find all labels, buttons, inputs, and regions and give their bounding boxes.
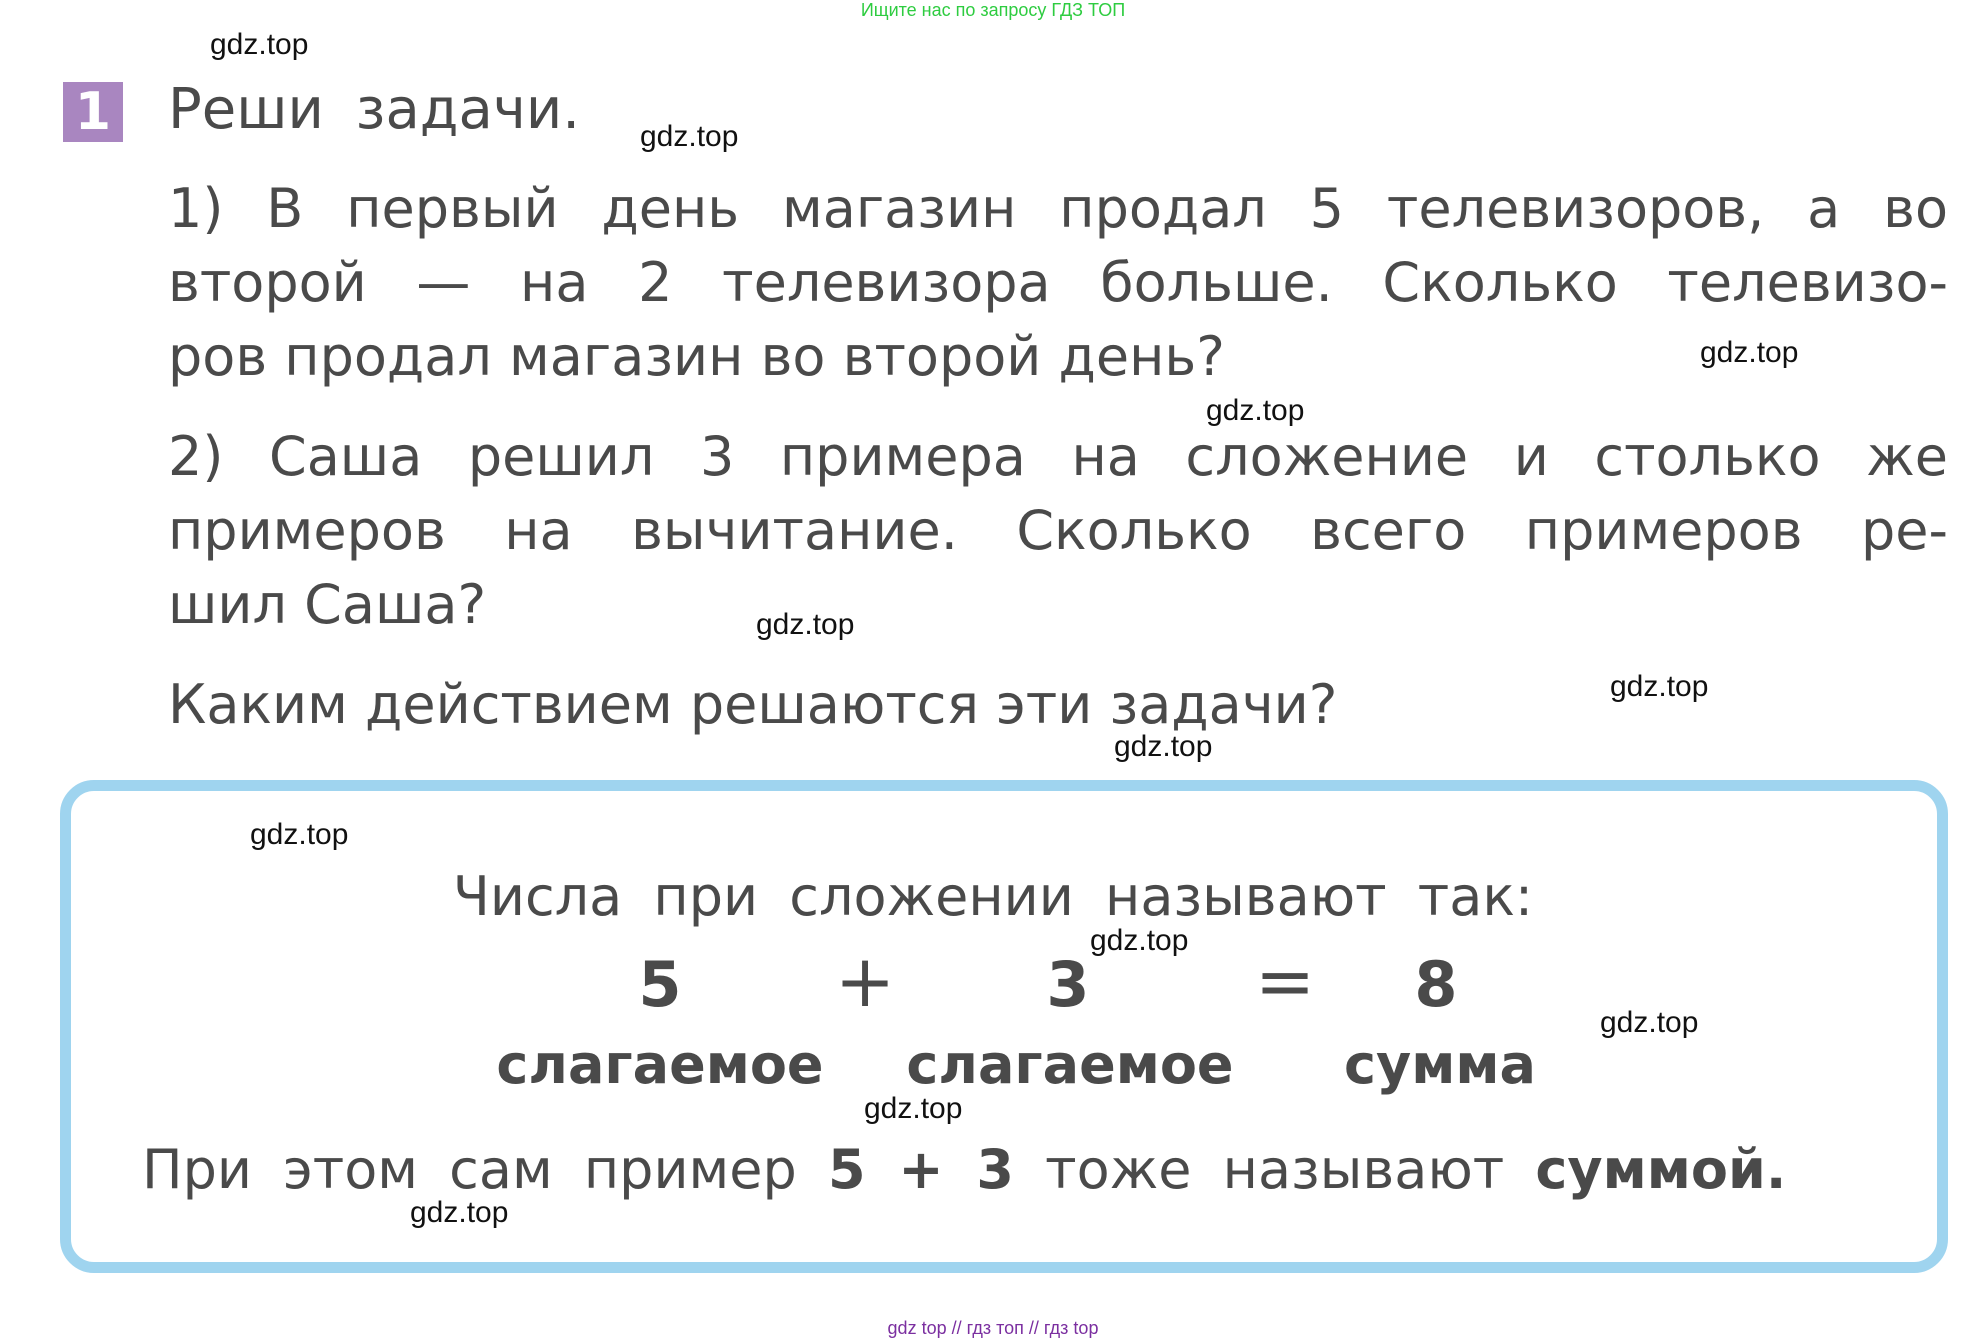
watermark: gdz.top <box>410 1196 509 1229</box>
watermark: gdz.top <box>1206 394 1305 427</box>
problem-2-line-3: шил Саша? <box>168 573 487 636</box>
watermark: gdz.top <box>250 818 349 851</box>
problem-2 <box>168 420 1948 642</box>
watermark: gdz.top <box>1090 924 1189 957</box>
term-addend-1: слагаемое <box>496 1033 824 1096</box>
watermark: gdz.top <box>1600 1006 1699 1039</box>
equation-addend-1: 5 <box>638 948 682 1021</box>
bottom-banner: gdz top // гдз топ // гдз top <box>887 1318 1099 1338</box>
top-search-banner: Ищите нас по запросу ГДЗ ТОП <box>860 0 1126 20</box>
problem-1-line-3: ров продал магазин во второй день? <box>168 325 1225 388</box>
watermark: gdz.top <box>1610 670 1709 703</box>
rule-footer-prefix: При этом сам пример <box>142 1138 797 1201</box>
rule-footer <box>142 1133 1786 1207</box>
problem-2-line-2: примеров на вычитание. Сколько всего примеров ре- <box>168 499 1948 562</box>
task-title: Реши задачи. <box>168 77 581 142</box>
equation-equals: = <box>1254 939 1316 1023</box>
watermark: gdz.top <box>864 1092 963 1125</box>
rule-footer-term: суммой. <box>1535 1138 1787 1201</box>
problem-1-line-1: 1) В первый день магазин продал 5 телевизоров, а во <box>168 177 1948 240</box>
rule-footer-example: 5 + 3 <box>827 1138 1014 1201</box>
equation-plus: + <box>834 939 896 1023</box>
rule-footer-middle: тоже называют <box>1045 1138 1505 1201</box>
watermark: gdz.top <box>1114 730 1213 763</box>
problem-1-line-2: второй — на 2 телевизора больше. Сколько телевизо- <box>168 251 1948 314</box>
problem-1 <box>168 172 1948 394</box>
watermark: gdz.top <box>210 28 309 61</box>
task-number-badge: 1 <box>63 82 123 142</box>
watermark: gdz.top <box>756 608 855 641</box>
equation-addend-2: 3 <box>1046 948 1090 1021</box>
problem-2-line-1: 2) Саша решил 3 примера на сложение и столько же <box>168 425 1948 488</box>
term-addend-2: слагаемое <box>906 1033 1234 1096</box>
watermark: gdz.top <box>640 120 739 153</box>
watermark: gdz.top <box>1700 336 1799 369</box>
term-sum: сумма <box>1344 1033 1536 1096</box>
rule-heading: Числа при сложении называют так: <box>452 865 1534 928</box>
task-question-text: Каким действием решаются эти задачи? <box>168 673 1338 736</box>
equation-sum: 8 <box>1414 948 1458 1021</box>
